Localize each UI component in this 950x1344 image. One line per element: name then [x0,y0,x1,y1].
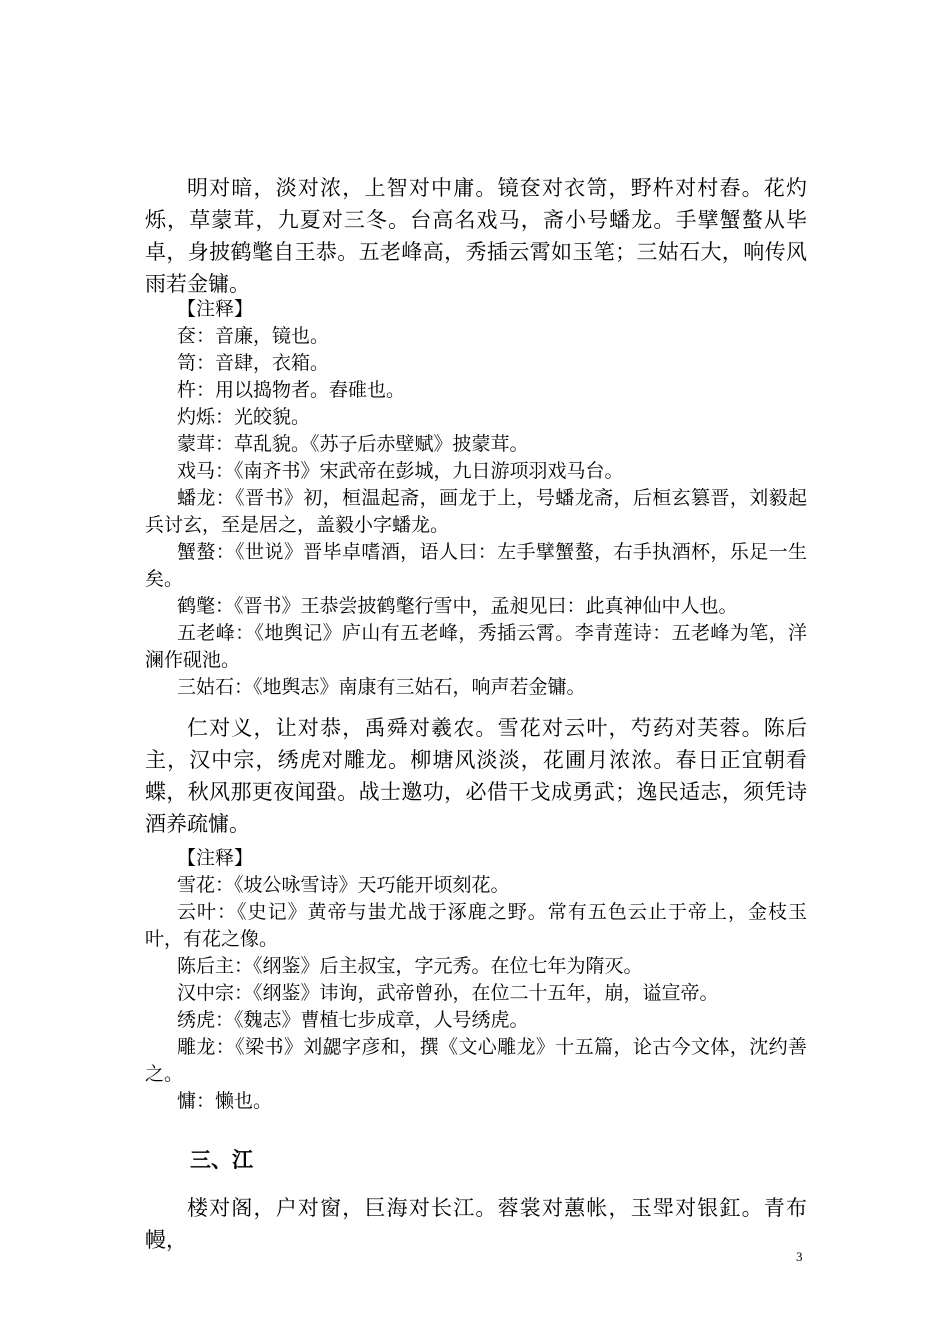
note-line: 雕龙：《梁书》刘勰字彦和，撰《文心雕龙》十五篇，论古今文体，沈约善之。 [145,1036,807,1085]
notes-heading: 【注释】 [177,298,254,320]
note-line: 慵：懒也。 [177,1090,273,1112]
note-line: 五老峰：《地舆记》庐山有五老峰，秀插云霄。李青莲诗：五老峰为笔，洋澜作砚池。 [145,622,807,671]
note-line: 雪花：《坡公咏雪诗》天巧能开顷刻花。 [177,874,510,896]
note-line: 灼烁：光皎貌。 [177,406,311,428]
section-1 [145,172,807,300]
verse-paragraph: 楼对阁，户对窗，巨海对长江。蓉裳对蕙帐，玉斝对银釭。青布幔， [145,1196,807,1252]
chapter-heading-block [145,1144,807,1176]
note-line: 戏马：《南齐书》宋武帝在彭城，九日游项羽戏马台。 [177,460,624,482]
notes-2 [145,845,807,1115]
notes-1 [145,296,807,701]
section-2 [145,712,807,840]
note-line: 三姑石：《地舆志》南康有三姑石，响声若金镛。 [177,676,586,698]
page-number: 3 [796,1249,803,1264]
notes-heading: 【注释】 [177,847,254,869]
note-line: 杵：用以捣物者。舂碓也。 [177,379,406,401]
note-line: 蒙茸：草乱貌。《苏子后赤壁赋》披蒙茸。 [177,433,529,455]
note-line: 云叶：《史记》黄帝与蚩尤战于涿鹿之野。常有五色云止于帝上，金枝玉叶，有花之像。 [145,901,807,950]
note-line: 笥：音肆，衣箱。 [177,352,330,374]
note-line: 陈后主：《纲鉴》后主叔宝，字元秀。在位七年为隋灭。 [177,955,643,977]
note-line: 蟠龙：《晋书》初，桓温起斋，画龙于上，号蟠龙斋，后桓玄篡晋，刘毅起兵讨玄，至是居之，盖毅小字蟠龙。 [145,487,807,536]
section-3 [145,1192,807,1256]
note-line: 鹤氅：《晋书》王恭尝披鹤氅行雪中，孟昶见曰：此真神仙中人也。 [177,595,738,617]
note-line: 奁：音廉，镜也。 [177,325,330,347]
verse-paragraph: 仁对义，让对恭，禹舜对羲农。雪花对云叶，芍药对芙蓉。陈后主，汉中宗，绣虎对雕龙。柳塘风淡淡，花圃月浓浓。春日正宜朝看蝶，秋风那更夜闻蛩。战士邀功，必借干戈成勇武；逸民适志，须凭诗酒养疏慵。 [145,716,807,836]
chapter-heading: 三、江 [190,1147,253,1172]
note-line: 绣虎：《魏志》曹植七步成章，人号绣虎。 [177,1009,529,1031]
verse-paragraph: 明对暗，淡对浓，上智对中庸。镜奁对衣笥，野杵对村舂。花灼烁，草蒙茸，九夏对三冬。台高名戏马，斋小号蟠龙。手擘蟹螯从毕卓，身披鹤氅自王恭。五老峰高，秀插云霄如玉笔；三姑石大，响传风雨若金镛。 [145,176,807,296]
note-line: 蟹螯：《世说》晋毕卓嗜酒，语人曰：左手擘蟹螯，右手执酒杯，乐足一生矣。 [145,541,807,590]
note-line: 汉中宗：《纲鉴》讳询，武帝曾孙，在位二十五年，崩，谥宣帝。 [177,982,719,1004]
